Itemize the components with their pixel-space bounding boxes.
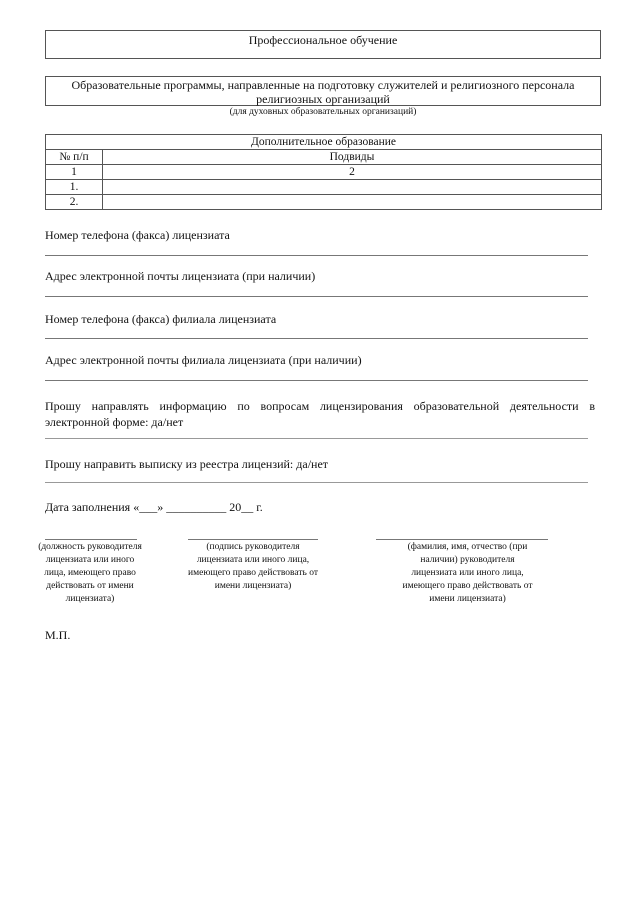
full-name-caption: (фамилия, имя, отчество (при наличии) руководителя лицензиата или иного лица, имеющего право действовать от имени лицензиата) [402,542,533,604]
licensee-phone-field [45,228,588,243]
signature-caption: (подпись руководителя лицензиата или иного лица, имеющего право действовать от имени лицензиата) [188,542,318,591]
licensee-email-label: Адрес электронной почты лицензиата (при наличии) [45,269,316,283]
registry-extract-answer-line[interactable] [45,482,588,483]
licensee-phone-input-line[interactable] [45,255,588,256]
registry-extract-request: Прошу направить выписку из реестра лицензий: да/нет [45,457,329,471]
table-cell: 2 [103,165,602,180]
table-cell[interactable] [103,180,602,195]
branch-email-input-line[interactable] [45,380,588,381]
branch-phone-label: Номер телефона (факса) филиала лицензиата [45,312,277,326]
section-title: Профессиональное обучение [45,30,601,59]
licensee-email-field [45,269,588,284]
fill-date[interactable]: Дата заполнения «___» __________ 20__ г. [45,500,263,514]
table-row [46,165,602,180]
table-title: Дополнительное образование [46,135,602,150]
table-cell: 1. [46,180,103,195]
table-row [46,195,602,210]
additional-education-table [45,134,602,210]
position-caption: (должность руководителя лицензиата или иного лица, имеющего право действовать от имени лицензиата) [38,542,142,604]
branch-phone-field [45,312,588,327]
signature-line[interactable] [188,539,318,540]
table-cell: 2. [46,195,103,210]
electronic-info-request: Прошу направлять информацию по вопросам лицензирования образовательной деятельности в электронной форме: да/нет [45,399,595,429]
table-title-row [46,135,602,150]
column-header-subtypes: Подвиды [103,150,602,165]
table-row [46,180,602,195]
branch-email-field [45,353,588,368]
branch-email-label: Адрес электронной почты филиала лицензиата (при наличии) [45,353,362,367]
licensee-email-input-line[interactable] [45,296,588,297]
electronic-info-answer-line[interactable] [45,438,588,439]
full-name-signature-line[interactable] [376,539,548,540]
table-cell: 1 [46,165,103,180]
table-cell[interactable] [103,195,602,210]
table-header-row [46,150,602,165]
column-header-number: № п/п [46,150,103,165]
licensee-phone-label: Номер телефона (факса) лицензиата [45,228,230,242]
programs-title: Образовательные программы, направленные на подготовку служителей и религиозного персонала религиозных организаций [45,76,601,106]
stamp-place: М.П. [45,628,71,642]
programs-note: (для духовных образовательных организаций) [229,107,417,117]
branch-phone-input-line[interactable] [45,338,588,339]
position-signature-line[interactable] [45,539,137,540]
